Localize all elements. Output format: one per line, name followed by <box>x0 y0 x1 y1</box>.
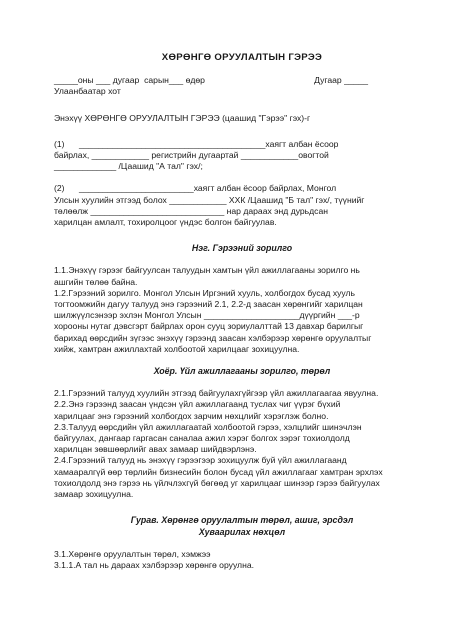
section-1-line: хорооны нутаг дэвсгэрт байрлах орон сууц зориулалттай 13 давхар барилгыг <box>54 321 364 332</box>
section-2-line: харилцан зөвшөөрлийг авах замаар шийдвэрлэнэ. <box>54 444 257 455</box>
party-1-line-1: _______________________________________хаягт албан ёсоор <box>79 138 339 149</box>
section-3-line: 3.1.1.А тал нь дараах хэлбэрээр хөрөнгө оруулна. <box>54 559 254 570</box>
section-2-line: тохиолдолд энэ гэрээ нь үйлчлэхгүй бөгөөд уг харилцааг шинээр гэрээ байгуулах <box>54 477 380 488</box>
party-1-line-2: байрлах, ____________ регистрийн дугаартай ____________овогтой <box>54 150 329 161</box>
section-2-line: 2.1.Гэрээний талууд хуулийн этгээд байгуулахгүйгээр үйл ажиллагаагаа явуулна. <box>54 388 379 399</box>
section-1-line: барихад өөрсдийн зүгээс энэхүү гэрээнд заасан хэлбэрээр хөрөнгө оруулалтыг <box>54 332 372 343</box>
section-2-line: замаар зохицуулна. <box>54 489 134 500</box>
section-3-line: 3.1.Хөрөнгө оруулалтын төрөл, хэмжээ <box>54 548 211 559</box>
party-2-line-4: харилцан амлалт, тохиролцоог үндэс болгон байгуулав. <box>54 217 277 228</box>
date-line: _____оны ___ дугаар сарын___ өдөр <box>54 75 205 86</box>
section-1-line: шилжүүлсэнээр эхлэн Монгол Улсын ____________________дүүргийн ___-р <box>54 310 360 321</box>
contract-number-line: Дугаар _____ <box>314 75 368 86</box>
section-2-line: хамааралгүй өөр төрлийн бизнесийн болон бусад үйл ажиллагааг хамтран эрхлэх <box>54 466 383 477</box>
section-1-title: Нэг. Гэрээний зорилго <box>191 243 293 254</box>
section-2-line: 2.3.Талууд өөрсдийн үйл ажиллагаатай холбоотой гэрээ, хэлцлийг шинэчлэн <box>54 421 362 432</box>
party-2-line-1: ________________________хаягт албан ёсоор байрлах, Монгол <box>79 183 337 194</box>
section-1-line: 1.1.Энэхүү гэрээг байгуулсан талуудын хамтын үйл ажиллагааны зорилго нь <box>54 265 360 276</box>
party-2 <box>54 183 430 228</box>
section-1-line: тогтоомжийн дагуу талууд энэ гэрээний 2.1, 2.2-д заасан хөрөнгийг харилцан <box>54 299 363 310</box>
city-line: Улаанбаатар хот <box>54 86 121 97</box>
section-3-title-line-2: Хуваарилах нөхцөл <box>198 526 286 537</box>
section-2-line: 2.4.Гэрээний талууд нь энэхүү гэрээгээр зохицуулж буй үйл ажиллагаанд <box>54 455 347 466</box>
section-2-line: харилцааг энэ гэрээний холбогдох зарчим нөхцлийг хэрэглэж болно. <box>54 410 329 421</box>
section-3-title-line-1: Гурав. Хөрөнгө оруулалтын төрөл, ашиг, эрсдэл <box>130 515 354 526</box>
party-1 <box>54 139 430 173</box>
document-title: ХӨРӨНГӨ ОРУУЛАЛТЫН ГЭРЭЭ <box>161 52 323 63</box>
date-number-row <box>54 75 430 86</box>
party-1-line-3: _____________ /Цаашид "А тал" гэх/; <box>54 161 203 172</box>
party-2-number: (2) <box>54 183 65 194</box>
section-1-line: хийж, хамтран ажиллахтай холбоотой харилцааг зохицуулна. <box>54 343 300 354</box>
section-2-line: 2.2.Энэ гэрээнд заасан үндсэн үйл ажиллагаанд туслах чиг үүрэг бүхий <box>54 399 341 410</box>
section-2-title: Хоёр. Үйл ажиллагааны зорилго, төрөл <box>153 366 331 377</box>
section-2-body <box>54 388 430 500</box>
section-1-body <box>54 265 430 355</box>
intro-line: Энэхүү ХӨРӨНГӨ ОРУУЛАЛТЫН ГЭРЭЭ (цаашид "Гэрээ" гэх)-г <box>54 112 311 123</box>
section-2-line: байгуулах, дангаар гаргасан саналаа ажил хэрэг болгох зэрэг тохиолдолд <box>54 433 350 444</box>
section-3-body <box>54 549 430 571</box>
party-2-line-3: төлөөлж ____________________________ нар дараах энд дурьдсан <box>54 205 329 216</box>
section-1-line: ашгийн төлөө байна. <box>54 276 138 287</box>
section-1-line: 1.2.Гэрээний зорилго. Монгол Улсын Иргэний хууль, холбогдох бусад хууль <box>54 287 356 298</box>
party-1-number: (1) <box>54 138 65 149</box>
party-2-line-2: Улсын хуулийн этгээд болох ____________ ХХК /Цаашид "Б тал" гэх/, түүнийг <box>54 194 365 205</box>
